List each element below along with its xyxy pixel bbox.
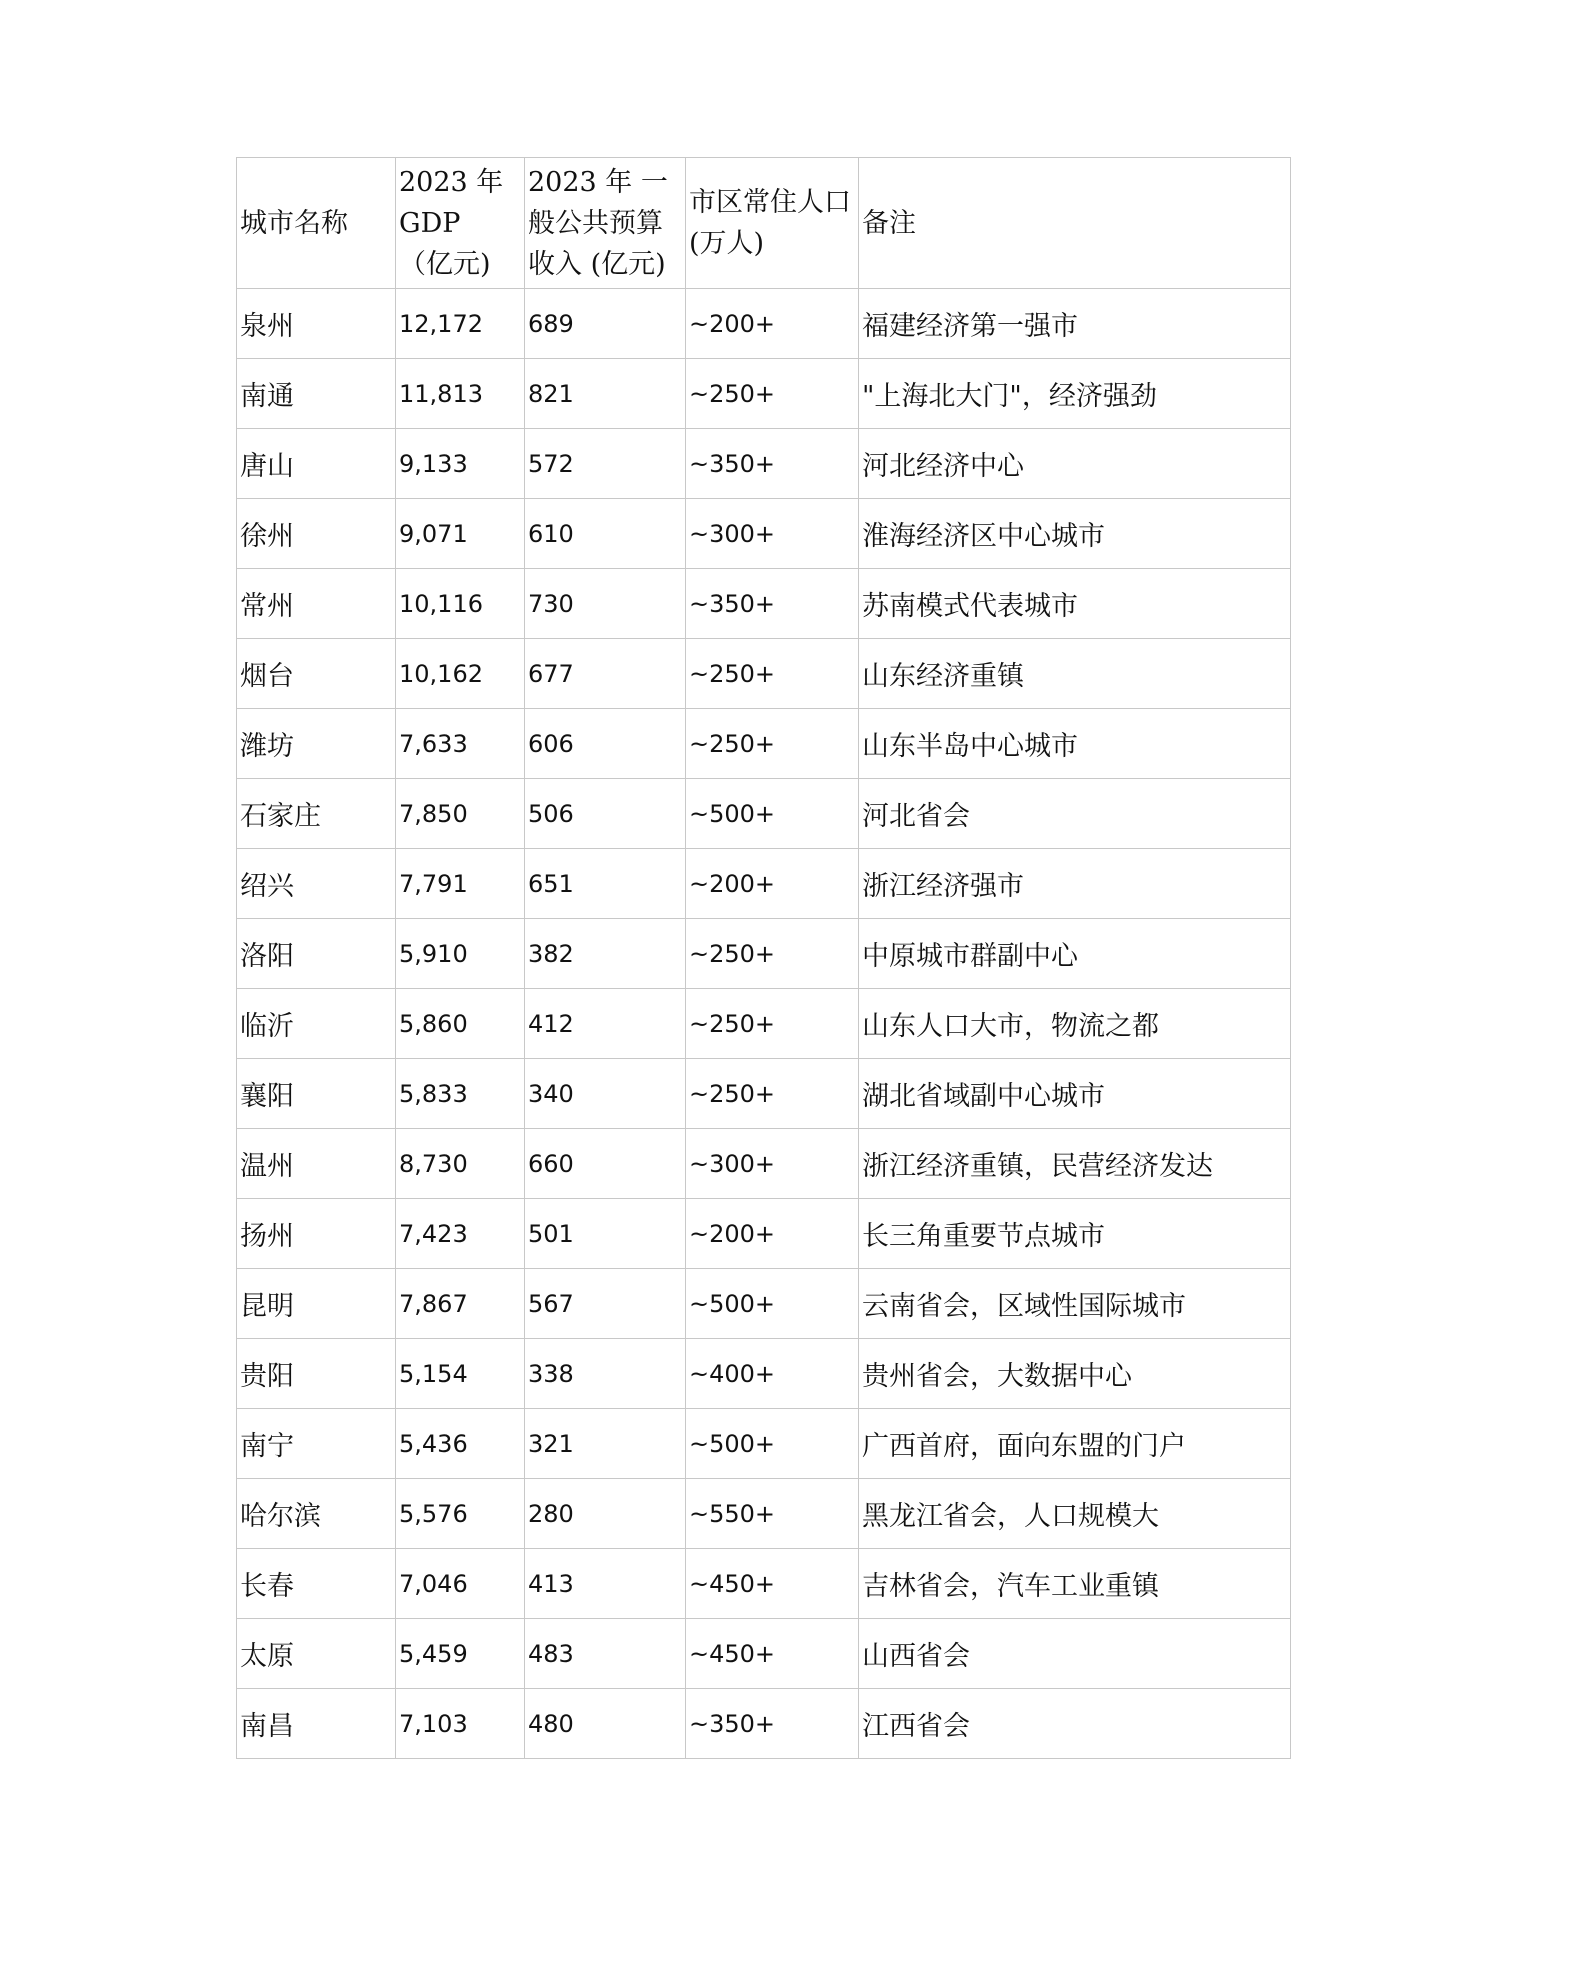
cell-revenue: 730 (525, 569, 686, 639)
cell-note: 山东人口大市，物流之都 (859, 989, 1291, 1059)
cell-population: ~250+ (686, 919, 859, 989)
cell-note: 浙江经济强市 (859, 849, 1291, 919)
table-body (237, 289, 1291, 1759)
cell-gdp: 9,133 (396, 429, 525, 499)
cell-city: 洛阳 (237, 919, 396, 989)
cell-city: 襄阳 (237, 1059, 396, 1129)
cell-revenue: 412 (525, 989, 686, 1059)
cell-gdp: 7,791 (396, 849, 525, 919)
cell-population: ~450+ (686, 1619, 859, 1689)
cell-revenue: 677 (525, 639, 686, 709)
cell-city: 常州 (237, 569, 396, 639)
cell-gdp: 9,071 (396, 499, 525, 569)
cell-population: ~200+ (686, 849, 859, 919)
cell-population: ~550+ (686, 1479, 859, 1549)
cell-note: 淮海经济区中心城市 (859, 499, 1291, 569)
cell-gdp: 8,730 (396, 1129, 525, 1199)
table-row (237, 289, 1291, 359)
cell-population: ~350+ (686, 1689, 859, 1759)
cell-gdp: 7,103 (396, 1689, 525, 1759)
cell-revenue: 572 (525, 429, 686, 499)
cell-note: 湖北省域副中心城市 (859, 1059, 1291, 1129)
table-row (237, 1479, 1291, 1549)
cell-population: ~250+ (686, 359, 859, 429)
cell-city: 临沂 (237, 989, 396, 1059)
cell-revenue: 606 (525, 709, 686, 779)
table-row (237, 1269, 1291, 1339)
cell-gdp: 5,459 (396, 1619, 525, 1689)
cell-note: 山东经济重镇 (859, 639, 1291, 709)
header-city: 城市名称 (237, 158, 396, 289)
cell-city: 南昌 (237, 1689, 396, 1759)
table-row (237, 849, 1291, 919)
table-row (237, 429, 1291, 499)
header-gdp: 2023 年 GDP （亿元) (396, 158, 525, 289)
cell-gdp: 10,162 (396, 639, 525, 709)
header-population: 市区常住人口 (万人) (686, 158, 859, 289)
cell-revenue: 340 (525, 1059, 686, 1129)
cell-revenue: 506 (525, 779, 686, 849)
cell-city: 哈尔滨 (237, 1479, 396, 1549)
cell-population: ~250+ (686, 989, 859, 1059)
cell-population: ~200+ (686, 1199, 859, 1269)
cell-gdp: 5,154 (396, 1339, 525, 1409)
table-row (237, 779, 1291, 849)
cell-population: ~350+ (686, 569, 859, 639)
cell-city: 温州 (237, 1129, 396, 1199)
cell-city: 南宁 (237, 1409, 396, 1479)
cell-revenue: 382 (525, 919, 686, 989)
table-row (237, 1619, 1291, 1689)
cell-gdp: 5,860 (396, 989, 525, 1059)
cell-city: 泉州 (237, 289, 396, 359)
cell-revenue: 651 (525, 849, 686, 919)
table-row (237, 1409, 1291, 1479)
table-row (237, 1549, 1291, 1619)
cell-city: 徐州 (237, 499, 396, 569)
table-row (237, 1339, 1291, 1409)
cell-population: ~500+ (686, 779, 859, 849)
cell-population: ~250+ (686, 709, 859, 779)
table-row (237, 1689, 1291, 1759)
cell-city: 南通 (237, 359, 396, 429)
cell-note: 广西首府，面向东盟的门户 (859, 1409, 1291, 1479)
header-revenue: 2023 年 一般公共预算收入 (亿元) (525, 158, 686, 289)
cell-population: ~250+ (686, 639, 859, 709)
cell-revenue: 567 (525, 1269, 686, 1339)
table-row (237, 989, 1291, 1059)
cell-revenue: 689 (525, 289, 686, 359)
cell-gdp: 7,850 (396, 779, 525, 849)
cell-population: ~500+ (686, 1269, 859, 1339)
cell-note: 中原城市群副中心 (859, 919, 1291, 989)
table-row (237, 499, 1291, 569)
cell-city: 石家庄 (237, 779, 396, 849)
cell-revenue: 413 (525, 1549, 686, 1619)
cell-revenue: 610 (525, 499, 686, 569)
cell-note: "上海北大门"，经济强劲 (859, 359, 1291, 429)
cell-note: 吉林省会，汽车工业重镇 (859, 1549, 1291, 1619)
cell-gdp: 5,833 (396, 1059, 525, 1129)
cell-gdp: 10,116 (396, 569, 525, 639)
cell-note: 浙江经济重镇，民营经济发达 (859, 1129, 1291, 1199)
table-row (237, 919, 1291, 989)
cell-city: 烟台 (237, 639, 396, 709)
cell-note: 江西省会 (859, 1689, 1291, 1759)
table-row (237, 1059, 1291, 1129)
cell-gdp: 7,046 (396, 1549, 525, 1619)
cell-population: ~500+ (686, 1409, 859, 1479)
cell-city: 长春 (237, 1549, 396, 1619)
table-row (237, 1129, 1291, 1199)
table-row (237, 1199, 1291, 1269)
cell-note: 河北省会 (859, 779, 1291, 849)
cell-population: ~400+ (686, 1339, 859, 1409)
cell-note: 山东半岛中心城市 (859, 709, 1291, 779)
cell-revenue: 338 (525, 1339, 686, 1409)
cell-population: ~450+ (686, 1549, 859, 1619)
cell-city: 潍坊 (237, 709, 396, 779)
cell-note: 长三角重要节点城市 (859, 1199, 1291, 1269)
cell-population: ~250+ (686, 1059, 859, 1129)
cell-population: ~300+ (686, 499, 859, 569)
table-row (237, 709, 1291, 779)
cell-revenue: 660 (525, 1129, 686, 1199)
cell-note: 苏南模式代表城市 (859, 569, 1291, 639)
cell-revenue: 501 (525, 1199, 686, 1269)
cell-revenue: 821 (525, 359, 686, 429)
cell-city: 唐山 (237, 429, 396, 499)
cell-city: 太原 (237, 1619, 396, 1689)
table-row (237, 639, 1291, 709)
cell-gdp: 5,436 (396, 1409, 525, 1479)
cell-city: 绍兴 (237, 849, 396, 919)
table-header-row (237, 158, 1291, 289)
cell-city: 昆明 (237, 1269, 396, 1339)
cell-revenue: 480 (525, 1689, 686, 1759)
cell-note: 山西省会 (859, 1619, 1291, 1689)
cell-population: ~300+ (686, 1129, 859, 1199)
cell-population: ~200+ (686, 289, 859, 359)
cell-city: 扬州 (237, 1199, 396, 1269)
cell-population: ~350+ (686, 429, 859, 499)
table-row (237, 359, 1291, 429)
cell-city: 贵阳 (237, 1339, 396, 1409)
cell-revenue: 483 (525, 1619, 686, 1689)
cell-note: 贵州省会，大数据中心 (859, 1339, 1291, 1409)
cell-note: 福建经济第一强市 (859, 289, 1291, 359)
cell-note: 黑龙江省会，人口规模大 (859, 1479, 1291, 1549)
cell-gdp: 7,633 (396, 709, 525, 779)
cell-gdp: 11,813 (396, 359, 525, 429)
cell-gdp: 5,576 (396, 1479, 525, 1549)
cell-note: 河北经济中心 (859, 429, 1291, 499)
cell-gdp: 7,423 (396, 1199, 525, 1269)
cell-gdp: 7,867 (396, 1269, 525, 1339)
header-note: 备注 (859, 158, 1291, 289)
cell-revenue: 280 (525, 1479, 686, 1549)
cell-gdp: 5,910 (396, 919, 525, 989)
table-row (237, 569, 1291, 639)
cell-revenue: 321 (525, 1409, 686, 1479)
city-economy-table (236, 157, 1291, 1759)
cell-note: 云南省会，区域性国际城市 (859, 1269, 1291, 1339)
cell-gdp: 12,172 (396, 289, 525, 359)
